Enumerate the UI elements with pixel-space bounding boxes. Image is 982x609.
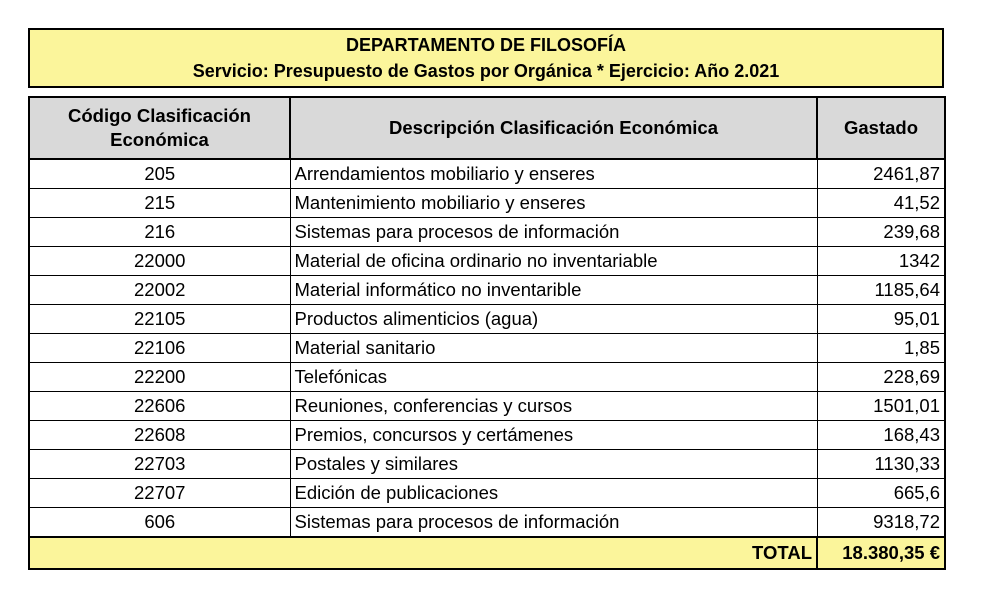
total-row [29, 537, 945, 569]
column-header-code [29, 97, 290, 159]
table-header-row [29, 97, 945, 159]
row-code: 22000 [29, 247, 290, 276]
report-header [28, 28, 944, 88]
row-description: Mantenimiento mobiliario y enseres [290, 189, 817, 218]
table-row [29, 334, 945, 363]
row-spent: 168,43 [817, 421, 945, 450]
row-description: Edición de publicaciones [290, 479, 817, 508]
row-spent: 665,6 [817, 479, 945, 508]
row-spent: 41,52 [817, 189, 945, 218]
column-header-spent: Gastado [817, 97, 945, 159]
row-code: 22106 [29, 334, 290, 363]
row-spent: 2461,87 [817, 159, 945, 189]
table-row [29, 450, 945, 479]
table-row [29, 305, 945, 334]
column-header-code-line1: Código Clasificación [68, 105, 251, 126]
table-row [29, 159, 945, 189]
table-row [29, 276, 945, 305]
row-description: Postales y similares [290, 450, 817, 479]
table-row [29, 189, 945, 218]
row-code: 22703 [29, 450, 290, 479]
row-spent: 1185,64 [817, 276, 945, 305]
row-description: Material sanitario [290, 334, 817, 363]
row-code: 22606 [29, 392, 290, 421]
row-code: 22200 [29, 363, 290, 392]
row-code: 22002 [29, 276, 290, 305]
table-row [29, 247, 945, 276]
row-code: 216 [29, 218, 290, 247]
row-description: Material informático no inventarible [290, 276, 817, 305]
row-description: Productos alimenticios (agua) [290, 305, 817, 334]
department-title: DEPARTAMENTO DE FILOSOFÍA [345, 35, 626, 55]
row-code: 205 [29, 159, 290, 189]
row-code: 22608 [29, 421, 290, 450]
row-code: 215 [29, 189, 290, 218]
row-spent: 228,69 [817, 363, 945, 392]
row-code: 22105 [29, 305, 290, 334]
row-description: Arrendamientos mobiliario y enseres [290, 159, 817, 189]
row-spent: 1130,33 [817, 450, 945, 479]
table-row [29, 479, 945, 508]
row-spent: 1,85 [817, 334, 945, 363]
row-description: Reuniones, conferencias y cursos [290, 392, 817, 421]
table-row [29, 392, 945, 421]
report-subtitle: Servicio: Presupuesto de Gastos por Orgánica * Ejercicio: Año 2.021 [192, 61, 780, 81]
row-description: Material de oficina ordinario no inventariable [290, 247, 817, 276]
total-label: TOTAL [29, 537, 817, 569]
row-description: Telefónicas [290, 363, 817, 392]
row-code: 606 [29, 508, 290, 538]
budget-table [28, 96, 946, 570]
row-spent: 9318,72 [817, 508, 945, 538]
row-description: Sistemas para procesos de información [290, 218, 817, 247]
row-spent: 239,68 [817, 218, 945, 247]
total-value: 18.380,35 € [817, 537, 945, 569]
table-row [29, 508, 945, 538]
table-row [29, 218, 945, 247]
column-header-code-line2: Económica [110, 129, 209, 150]
row-description: Sistemas para procesos de información [290, 508, 817, 538]
table-row [29, 421, 945, 450]
column-header-description: Descripción Clasificación Económica [290, 97, 817, 159]
row-code: 22707 [29, 479, 290, 508]
row-spent: 1501,01 [817, 392, 945, 421]
row-spent: 1342 [817, 247, 945, 276]
row-description: Premios, concursos y certámenes [290, 421, 817, 450]
row-spent: 95,01 [817, 305, 945, 334]
table-row [29, 363, 945, 392]
